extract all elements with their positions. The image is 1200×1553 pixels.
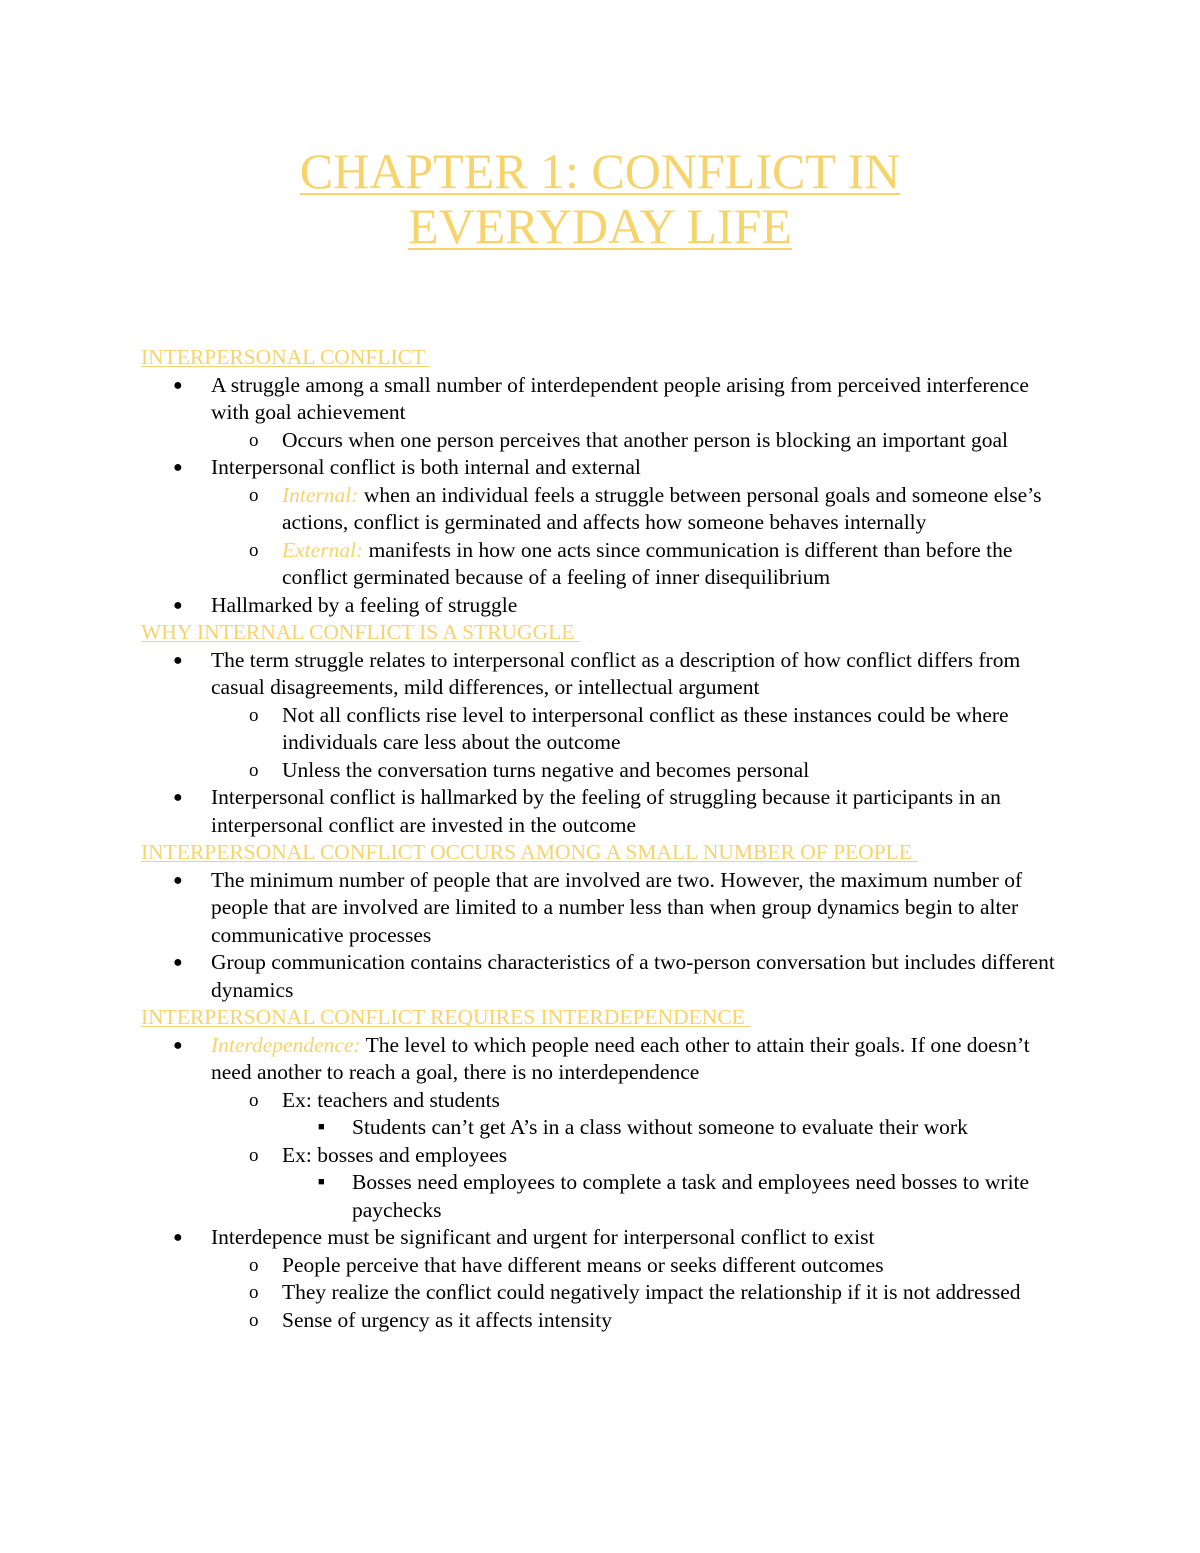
bullet-list xyxy=(141,867,1071,1005)
list-item xyxy=(141,592,1071,620)
bullet-dot-icon: ● xyxy=(173,1229,183,1246)
bullet-dot-icon: ● xyxy=(173,871,183,889)
bullet-dot-icon: ● xyxy=(173,596,183,614)
list-item xyxy=(141,784,1071,839)
list-item-text: Occurs when one person perceives that another person is blocking an important goal xyxy=(282,427,1009,452)
list-item xyxy=(141,1169,1071,1224)
list-item-text: Ex: bosses and employees xyxy=(282,1142,508,1167)
section-small-number-of-people xyxy=(141,839,1071,1004)
bullet-circle-icon: o xyxy=(249,1309,259,1331)
bullet-circle-icon: o xyxy=(249,1089,259,1111)
bullet-list xyxy=(141,372,1071,620)
list-item-text: Interpersonal conflict is both internal and external xyxy=(211,455,641,479)
bullet-circle-icon: o xyxy=(249,1254,259,1276)
bullet-circle-icon: o xyxy=(249,704,259,726)
term-label: Interdependence: xyxy=(211,1032,361,1057)
list-item-text: The minimum number of people that are involved are two. However, the maximum number of people that are involved are limited to a number less than when group dynamics begin to alter communicative processes xyxy=(211,867,1023,947)
section-why-internal-conflict xyxy=(141,619,1071,839)
section-requires-interdependence xyxy=(141,1004,1071,1334)
list-item-text: manifests in how one acts since communication is different than before the conflict germinated because of a feeling of inner disequilibrium xyxy=(282,537,1013,589)
list-item xyxy=(141,1087,1071,1115)
list-item xyxy=(141,454,1071,482)
bullet-dot-icon: ● xyxy=(173,789,183,806)
list-item-text: Students can’t get A’s in a class without someone to evaluate their work xyxy=(352,1115,968,1139)
section-heading: WHY INTERNAL CONFLICT IS A STRUGGLE xyxy=(141,620,580,644)
list-item-text: They realize the conflict could negatively impact the relationship if it is not addressed xyxy=(282,1280,1021,1304)
bullet-circle-icon: o xyxy=(249,1144,259,1166)
bullet-circle-icon: o xyxy=(249,484,259,506)
notes-body xyxy=(141,344,1071,1334)
list-item-text: Hallmarked by a feeling of struggle xyxy=(211,592,518,617)
list-item-text: People perceive that have different means or seeks different outcomes xyxy=(282,1252,884,1277)
section-heading: INTERPERSONAL CONFLICT OCCURS AMONG A SMALL NUMBER OF PEOPLE xyxy=(141,840,918,864)
list-item-text: Not all conflicts rise level to interpersonal conflict as these instances could be where individuals care less about the outcome xyxy=(282,702,1009,754)
list-item-text: A struggle among a small number of interdependent people arising from perceived interference with goal achievement xyxy=(211,372,1029,424)
list-item xyxy=(141,702,1071,757)
bullet-circle-icon: o xyxy=(249,429,259,451)
chapter-title-line-2: EVERYDAY LIFE xyxy=(408,198,792,254)
list-item xyxy=(141,757,1071,785)
section-heading: INTERPERSONAL CONFLICT REQUIRES INTERDEPENDENCE xyxy=(141,1005,751,1029)
list-item-text: The level to which people need each other to attain their goals. If one doesn’t need another to reach a goal, there is no interdependence xyxy=(211,1032,1030,1084)
list-item xyxy=(141,482,1071,537)
list-item xyxy=(141,647,1071,702)
bullet-square-icon: ■ xyxy=(318,1121,325,1133)
list-item-text: Ex: teachers and students xyxy=(282,1087,500,1112)
bullet-circle-icon: o xyxy=(249,759,259,781)
bullet-dot-icon: ● xyxy=(173,954,183,971)
list-item-text: Interpersonal conflict is hallmarked by the feeling of struggling because it participants in an interpersonal conflict are invested in the outcome xyxy=(211,785,1001,837)
bullet-dot-icon: ● xyxy=(173,651,183,669)
list-item xyxy=(141,1307,1071,1335)
chapter-title xyxy=(180,144,1020,254)
bullet-dot-icon: ● xyxy=(173,376,183,394)
list-item-text: Sense of urgency as it affects intensity xyxy=(282,1307,612,1332)
list-item-text: when an individual feels a struggle between personal goals and someone else’s actions, conflict is germinated and affects how someone behaves internally xyxy=(282,482,1042,534)
list-item xyxy=(141,1279,1071,1307)
list-item-text: Bosses need employees to complete a task and employees need bosses to write paychecks xyxy=(352,1170,1030,1222)
list-item xyxy=(141,1142,1071,1170)
list-item xyxy=(141,1114,1071,1142)
list-item xyxy=(141,537,1071,592)
section-interpersonal-conflict xyxy=(141,344,1071,619)
list-item-text: Unless the conversation turns negative and becomes personal xyxy=(282,757,810,782)
list-item xyxy=(141,1252,1071,1280)
list-item xyxy=(141,1224,1071,1252)
list-item xyxy=(141,1032,1071,1087)
bullet-list xyxy=(141,647,1071,840)
list-item-text: Group communication contains characteristics of a two-person conversation but includes different dynamics xyxy=(211,950,1055,1002)
list-item-text: The term struggle relates to interpersonal conflict as a description of how conflict differs from casual disagreements, mild differences, or intellectual argument xyxy=(211,647,1021,699)
list-item xyxy=(141,867,1071,950)
list-item xyxy=(141,427,1071,455)
bullet-square-icon: ■ xyxy=(318,1176,325,1188)
list-item xyxy=(141,949,1071,1004)
chapter-title-line-1: CHAPTER 1: CONFLICT IN xyxy=(299,143,901,199)
bullet-dot-icon: ● xyxy=(173,1036,183,1054)
bullet-circle-icon: o xyxy=(249,539,259,561)
term-label: External: xyxy=(282,537,364,562)
list-item-text: Interdepence must be significant and urgent for interpersonal conflict to exist xyxy=(211,1225,875,1249)
bullet-list xyxy=(141,1032,1071,1335)
term-label: Internal: xyxy=(282,482,359,507)
bullet-circle-icon: o xyxy=(249,1282,259,1303)
bullet-dot-icon: ● xyxy=(173,459,183,476)
list-item xyxy=(141,372,1071,427)
section-heading: INTERPERSONAL CONFLICT xyxy=(141,345,431,369)
